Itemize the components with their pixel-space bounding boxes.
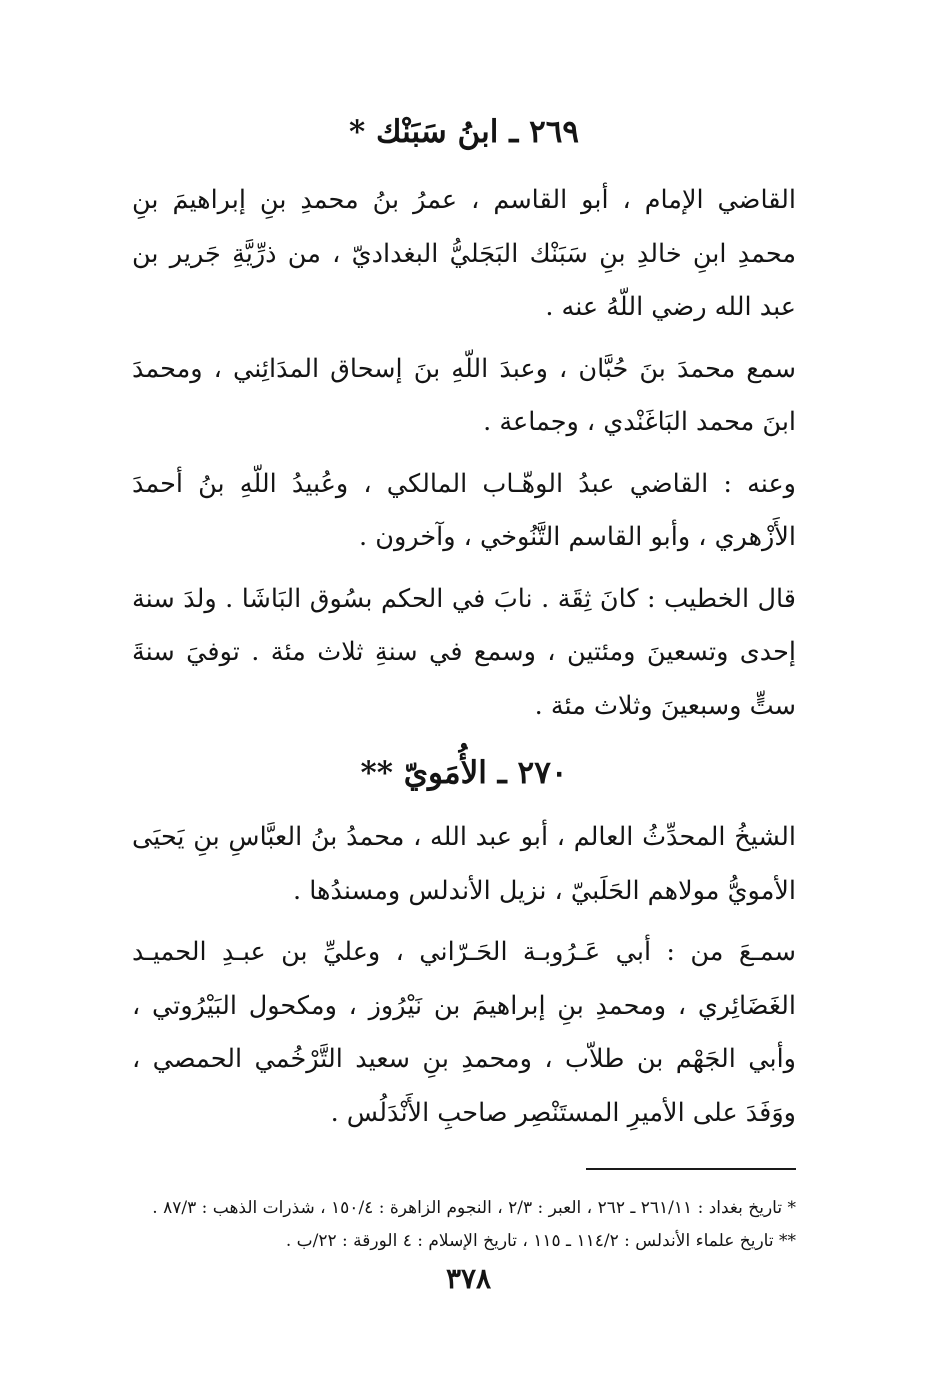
footnote-divider <box>586 1168 796 1170</box>
page-body <box>132 100 796 1258</box>
footnote-1: * تاريخ بغداد : ٢٦١/١١ ـ ٢٦٢ ، العبر : ٢/٣ ، النجوم الزاهرة : ١٥٠/٤ ، شذرات الذهب : ٨٧/٣ . <box>152 1198 796 1218</box>
page-number: ٣٧٨ <box>445 1262 492 1295</box>
footnotes <box>132 1192 796 1258</box>
entry-269-paragraph-2: سمع محمدَ بنَ حُبَّان ، وعبدَ اللّهِ بنَ إسحاق المدَائِني ، ومحمدَ ابنَ محمد البَاغَنْدي ، وجماعة . <box>132 353 796 437</box>
entry-270-paragraph-1: الشيخُ المحدِّثُ العالم ، أبو عبد الله ، محمدُ بنُ العبَّاسِ بنِ يَحيَى الأمويُّ مولاهم الحَلَبيّ ، نزيل الأندلس ومسندُها . <box>132 822 796 906</box>
footnote-2: ** تاريخ علماء الأندلس : ١١٤/٢ ـ ١١٥ ، تاريخ الإسلام : ٤ الورقة : ٢٢/ب . <box>285 1231 796 1251</box>
entry-title-269: ٢٦٩ ـ ابنُ سَبَنْك * <box>348 114 580 150</box>
entry-270-paragraph-2: سمـعَ من : أبي عَـرُوبـة الحَـرّاني ، وعليِّ بن عبـدِ الحميـد الغَضَائِري ، ومحمدِ بنِ إبراهيمَ بن نَيْرُوز ، ومكحول البَيْرُوتي ، وأبي الجَهْم بن طلاّب ، ومحمدِ بنِ سعيد التَّرْخُمي الحمصي ، ووَفَدَ على الأميرِ المستَنْصِر صاحبِ الأَنْدَلُس . <box>132 937 796 1128</box>
entry-title-270: ٢٧٠ ـ الأُمَويّ ** <box>360 755 568 791</box>
entry-269-paragraph-4: قال الخطيب : كانَ ثِقَة . نابَ في الحكم بسُوق البَاشَا . ولدَ سنة إحدى وتسعينَ ومئتين ، وسمع في سنةِ ثلاث مئة . توفيَ سنةَ ستٍّ وسبعينَ وثلاث مئة . <box>132 583 796 721</box>
entry-269-paragraph-3: وعنه : القاضي عبدُ الوهّـاب المالكي ، وعُبيدُ اللّهِ بنُ أحمدَ الأَزْهري ، وأبو القاسم التَّنُوخي ، وآخرون . <box>132 468 796 552</box>
entry-269-paragraph-1: القاضي الإمام ، أبو القاسم ، عمرُ بنُ محمدِ بنِ إبراهيمَ بنِ محمدِ ابنِ خالدِ بنِ سَبَنْك البَجَليُّ البغداديّ ، من ذرِّيَّةِ جَرير بن عبد الله رضي اللّهُ عنه . <box>132 185 796 322</box>
